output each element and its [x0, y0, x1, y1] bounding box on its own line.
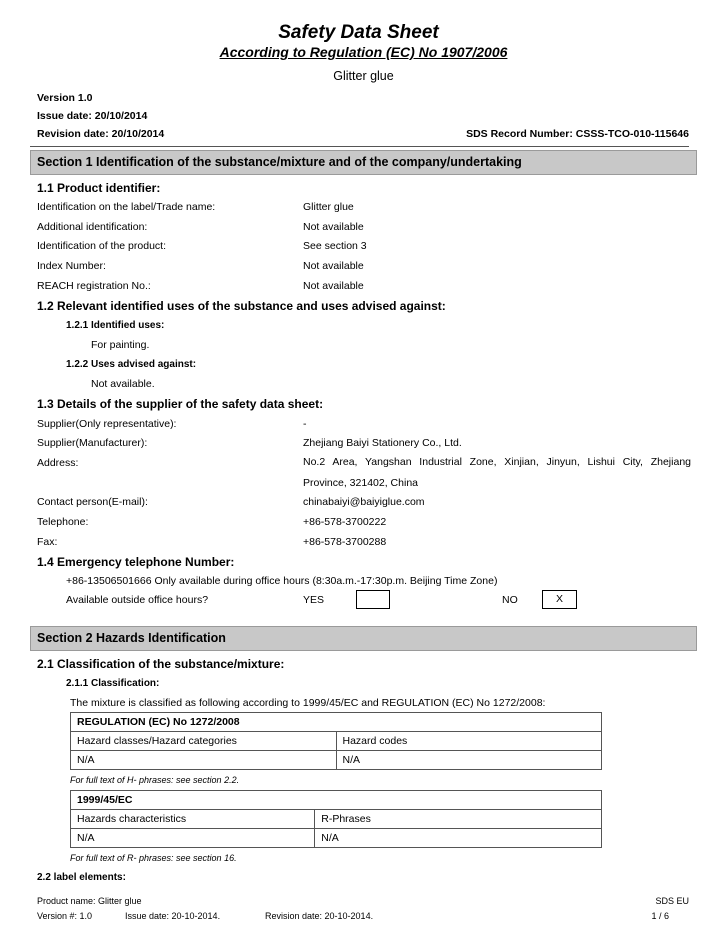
row-value: Not available	[303, 280, 364, 292]
classification-intro: The mixture is classified as following according to 1999/45/EC and REGULATION (EC) No 1272/2008:	[70, 697, 546, 709]
table-header-cell: Hazard codes	[336, 732, 602, 751]
contact-email: chinabaiyi@baiyiglue.com	[303, 496, 425, 508]
row-value: Glitter glue	[303, 201, 354, 213]
footer-sds-eu: SDS EU	[655, 896, 689, 906]
document-title: Safety Data Sheet	[278, 22, 439, 43]
table-header-cell: R-Phrases	[315, 810, 602, 829]
heading-1-3: 1.3 Details of the supplier of the safety data sheet:	[37, 397, 324, 411]
table-title: 1999/45/EC	[71, 791, 602, 810]
row-label: Index Number:	[37, 260, 106, 272]
telephone-value: +86-578-3700222	[303, 516, 387, 528]
footer-revision-date: Revision date: 20-10-2014.	[265, 911, 374, 921]
header-divider	[30, 146, 689, 147]
version: Version 1.0	[37, 92, 93, 104]
outside-hours-label: Available outside office hours?	[66, 594, 209, 606]
emergency-phone-text: +86-13506501666 Only available during office hours (8:30a.m.-17:30p.m. Beijing Time Zone)	[66, 575, 498, 587]
row-label: Identification of the product:	[37, 240, 166, 252]
heading-2-1: 2.1 Classification of the substance/mixture:	[37, 657, 285, 671]
fax-label: Fax:	[37, 536, 58, 548]
table-row	[71, 732, 602, 751]
table-cell: N/A	[71, 751, 337, 770]
row-label: REACH registration No.:	[37, 280, 151, 292]
manufacturer-value: Zhejiang Baiyi Stationery Co., Ltd.	[303, 437, 462, 449]
row-value: Not available	[303, 221, 364, 233]
yes-label: YES	[303, 594, 325, 606]
table-cell: N/A	[71, 829, 315, 848]
table-cell: N/A	[336, 751, 602, 770]
heading-1-2-1: 1.2.1 Identified uses:	[66, 320, 165, 331]
table-header-cell: Hazards characteristics	[71, 810, 315, 829]
heading-1-4: 1.4 Emergency telephone Number:	[37, 555, 235, 569]
address-line-1: No.2 Area, Yangshan Industrial Zone, Xinjian, Jinyun, Lishui City, Zhejiang	[303, 456, 691, 468]
table-row	[71, 810, 602, 829]
table-title: REGULATION (EC) No 1272/2008	[71, 713, 602, 732]
row-value: See section 3	[303, 240, 367, 252]
table-cell: N/A	[315, 829, 602, 848]
footer-page-number: 1 / 6	[651, 911, 669, 921]
row-value: Not available	[303, 260, 364, 272]
sds-record-number: SDS Record Number: CSSS-TCO-010-115646	[466, 128, 689, 140]
r-phrases-note: For full text of R- phrases: see section 16.	[70, 853, 237, 863]
section-1-header: Section 1 Identification of the substance/mixture and of the company/undertaking	[30, 150, 697, 175]
revision-date: Revision date: 20/10/2014	[37, 128, 165, 140]
telephone-label: Telephone:	[37, 516, 89, 528]
address-line-2: Province, 321402, China	[303, 477, 418, 489]
heading-1-2-2: 1.2.2 Uses advised against:	[66, 359, 197, 370]
table-row	[71, 751, 602, 770]
row-label: Identification on the label/Trade name:	[37, 201, 216, 213]
yes-checkbox	[356, 590, 390, 609]
fax-value: +86-578-3700288	[303, 536, 387, 548]
table-row	[71, 829, 602, 848]
document-subtitle: According to Regulation (EC) No 1907/2006	[219, 44, 508, 60]
supplier-only-value: -	[303, 418, 307, 430]
row-label: Additional identification:	[37, 221, 148, 233]
identified-uses-text: For painting.	[91, 339, 150, 351]
address-label: Address:	[37, 457, 79, 469]
heading-1-2: 1.2 Relevant identified uses of the substance and uses advised against:	[37, 299, 446, 313]
h-phrases-note: For full text of H- phrases: see section 2.2.	[70, 775, 240, 785]
contact-label: Contact person(E-mail):	[37, 496, 148, 508]
product-name: Glitter glue	[333, 69, 394, 83]
table-header-cell: Hazard classes/Hazard categories	[71, 732, 337, 751]
supplier-only-label: Supplier(Only representative):	[37, 418, 177, 430]
issue-date: Issue date: 20/10/2014	[37, 110, 148, 122]
heading-1-1: 1.1 Product identifier:	[37, 181, 161, 195]
manufacturer-label: Supplier(Manufacturer):	[37, 437, 148, 449]
no-checkbox: X	[542, 590, 577, 609]
no-label: NO	[502, 594, 518, 606]
section-2-header: Section 2 Hazards Identification	[30, 626, 697, 651]
advised-against-text: Not available.	[91, 378, 155, 390]
regulation-1272-table	[70, 712, 602, 770]
footer-product-name: Product name: Glitter glue	[37, 896, 142, 906]
directive-1999-45-table	[70, 790, 602, 848]
heading-2-1-1: 2.1.1 Classification:	[66, 678, 160, 689]
footer-issue-date: Issue date: 20-10-2014.	[125, 911, 221, 921]
footer-version: Version #: 1.0	[37, 911, 93, 921]
heading-2-2: 2.2 label elements:	[37, 872, 126, 883]
